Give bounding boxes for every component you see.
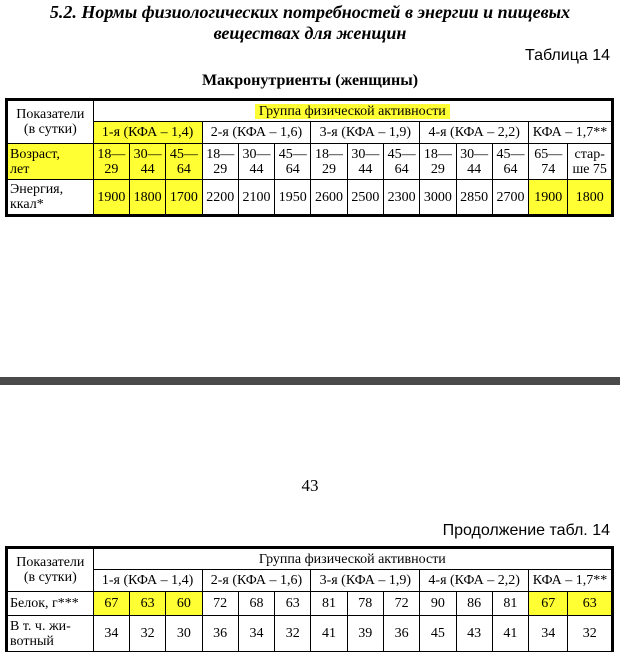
age-cell-line1: стар- (574, 146, 605, 162)
group-4: 4-я (КФА – 2,2) (420, 122, 529, 144)
protein-label: Белок, г*** (7, 592, 94, 616)
age-cell-line2: 29 (104, 161, 119, 177)
energy-label (7, 180, 94, 216)
age-label-line2: лет (10, 161, 30, 177)
energy-cell: 2500 (347, 180, 383, 216)
animal-protein-cell: 34 (238, 616, 274, 652)
energy-cell: 2850 (456, 180, 492, 216)
age-cell-line1: 45— (278, 146, 307, 162)
age-cell (568, 144, 613, 180)
table-caption: Макронутриенты (женщины) (201, 72, 419, 89)
group-1: 1-я (КФА – 1,4) (93, 122, 202, 144)
age-cell-line1: 18— (206, 146, 235, 162)
protein-cell: 68 (238, 592, 274, 616)
animal-protein-cell: 30 (166, 616, 202, 652)
energy-cell: 2200 (202, 180, 238, 216)
animal-protein-label-line2: вотный (10, 633, 54, 649)
macronutrients-table-continued (5, 546, 614, 652)
energy-label-line1: Энергия, (10, 182, 64, 197)
energy-cell: 1800 (129, 180, 165, 216)
group-5: КФА – 1,7** (529, 122, 613, 144)
animal-protein-cell: 34 (93, 616, 129, 652)
animal-protein-cell: 39 (347, 616, 383, 652)
protein-cell: 67 (93, 592, 129, 616)
group-3-p2: 3-я (КФА – 1,9) (311, 570, 420, 592)
age-cell-line2: ше 75 (572, 161, 607, 177)
animal-protein-cell: 43 (456, 616, 492, 652)
group-1-p2: 1-я (КФА – 1,4) (93, 570, 202, 592)
age-cell-line1: 45— (496, 146, 525, 162)
age-cell-line2: 64 (503, 161, 518, 177)
animal-protein-label (7, 616, 94, 652)
age-cell-line2: 44 (467, 161, 482, 177)
protein-cell: 72 (383, 592, 419, 616)
age-label (7, 144, 94, 180)
energy-cell: 2100 (238, 180, 274, 216)
section-heading (0, 2, 620, 44)
age-cell (129, 144, 165, 180)
age-cell-line1: 18— (315, 146, 344, 162)
group-4-p2: 4-я (КФА – 2,2) (420, 570, 529, 592)
continuation-label: Продолжение табл. 14 (442, 522, 610, 539)
age-label-line1: Возраст, (10, 146, 60, 162)
animal-protein-label-line1: В т. ч. жи- (10, 618, 71, 634)
age-cell-line2: 29 (322, 161, 337, 177)
protein-cell: 63 (568, 592, 613, 616)
age-cell (492, 144, 528, 180)
age-cell (420, 144, 456, 180)
energy-cell: 1800 (568, 180, 613, 216)
protein-cell: 63 (275, 592, 311, 616)
energy-cell: 3000 (420, 180, 456, 216)
header-activity-group-2: Группа физической активности (93, 548, 612, 570)
age-cell-line2: 74 (541, 161, 556, 177)
animal-protein-cell: 36 (383, 616, 419, 652)
page-separator (0, 377, 620, 385)
table-number: Таблица 14 (525, 47, 610, 64)
energy-cell: 1900 (529, 180, 568, 216)
age-cell (311, 144, 347, 180)
energy-cell: 1900 (93, 180, 129, 216)
age-cell-line1: 30— (351, 146, 380, 162)
energy-cell: 2300 (383, 180, 419, 216)
header-activity-group (93, 100, 612, 122)
header-indicators (7, 100, 94, 144)
age-cell-line2: 64 (285, 161, 300, 177)
animal-protein-cell: 32 (129, 616, 165, 652)
age-cell (166, 144, 202, 180)
section-heading-line1: 5.2. Нормы физиологических потребностей в энергии и пищевых (49, 2, 571, 22)
protein-cell: 63 (129, 592, 165, 616)
energy-cell: 1700 (166, 180, 202, 216)
energy-cell: 1950 (275, 180, 311, 216)
animal-protein-cell: 41 (311, 616, 347, 652)
age-cell-line1: 30— (133, 146, 162, 162)
protein-cell: 90 (420, 592, 456, 616)
group-2-p2: 2-я (КФА – 1,6) (202, 570, 311, 592)
age-cell-line1: 18— (97, 146, 126, 162)
age-cell-line1: 30— (242, 146, 271, 162)
age-cell-line2: 64 (394, 161, 409, 177)
protein-cell: 86 (456, 592, 492, 616)
age-cell-line1: 65— (534, 146, 563, 162)
age-cell (529, 144, 568, 180)
animal-protein-cell: 32 (568, 616, 613, 652)
age-cell (383, 144, 419, 180)
age-cell (456, 144, 492, 180)
age-cell (275, 144, 311, 180)
protein-cell: 81 (311, 592, 347, 616)
age-cell-line1: 30— (460, 146, 489, 162)
group-3: 3-я (КФА – 1,9) (311, 122, 420, 144)
protein-cell: 72 (202, 592, 238, 616)
header-indicators-2-line2: (в сутки) (23, 570, 77, 585)
age-cell-line2: 44 (249, 161, 264, 177)
energy-cell: 2600 (311, 180, 347, 216)
macronutrients-table (5, 98, 614, 217)
header-indicators-2-line1: Показатели (16, 555, 85, 570)
header-indicators-line2: (в сутки) (23, 122, 77, 137)
page-number: 43 (301, 476, 319, 495)
age-cell-line2: 29 (213, 161, 228, 177)
animal-protein-cell: 36 (202, 616, 238, 652)
age-cell-line2: 44 (358, 161, 373, 177)
protein-cell: 81 (492, 592, 528, 616)
energy-cell: 2700 (492, 180, 528, 216)
group-5-p2: КФА – 1,7** (529, 570, 613, 592)
age-cell-line2: 44 (140, 161, 155, 177)
protein-cell: 78 (347, 592, 383, 616)
protein-cell: 67 (529, 592, 568, 616)
protein-cell: 60 (166, 592, 202, 616)
age-cell (202, 144, 238, 180)
group-2: 2-я (КФА – 1,6) (202, 122, 311, 144)
header-indicators-line1: Показатели (16, 107, 85, 122)
age-cell-line1: 45— (387, 146, 416, 162)
age-cell (93, 144, 129, 180)
age-cell (238, 144, 274, 180)
age-cell-line2: 29 (430, 161, 445, 177)
energy-label-line2: ккал* (10, 197, 44, 212)
age-cell (347, 144, 383, 180)
animal-protein-cell: 34 (529, 616, 568, 652)
animal-protein-cell: 41 (492, 616, 528, 652)
header-indicators-2 (7, 548, 94, 592)
animal-protein-cell: 32 (275, 616, 311, 652)
animal-protein-cell: 45 (420, 616, 456, 652)
age-cell-line1: 18— (423, 146, 452, 162)
section-heading-line2: веществах для женщин (213, 23, 407, 43)
age-cell-line1: 45— (169, 146, 198, 162)
activity-group-title: Группа физической активности (255, 104, 450, 119)
age-cell-line2: 64 (176, 161, 191, 177)
